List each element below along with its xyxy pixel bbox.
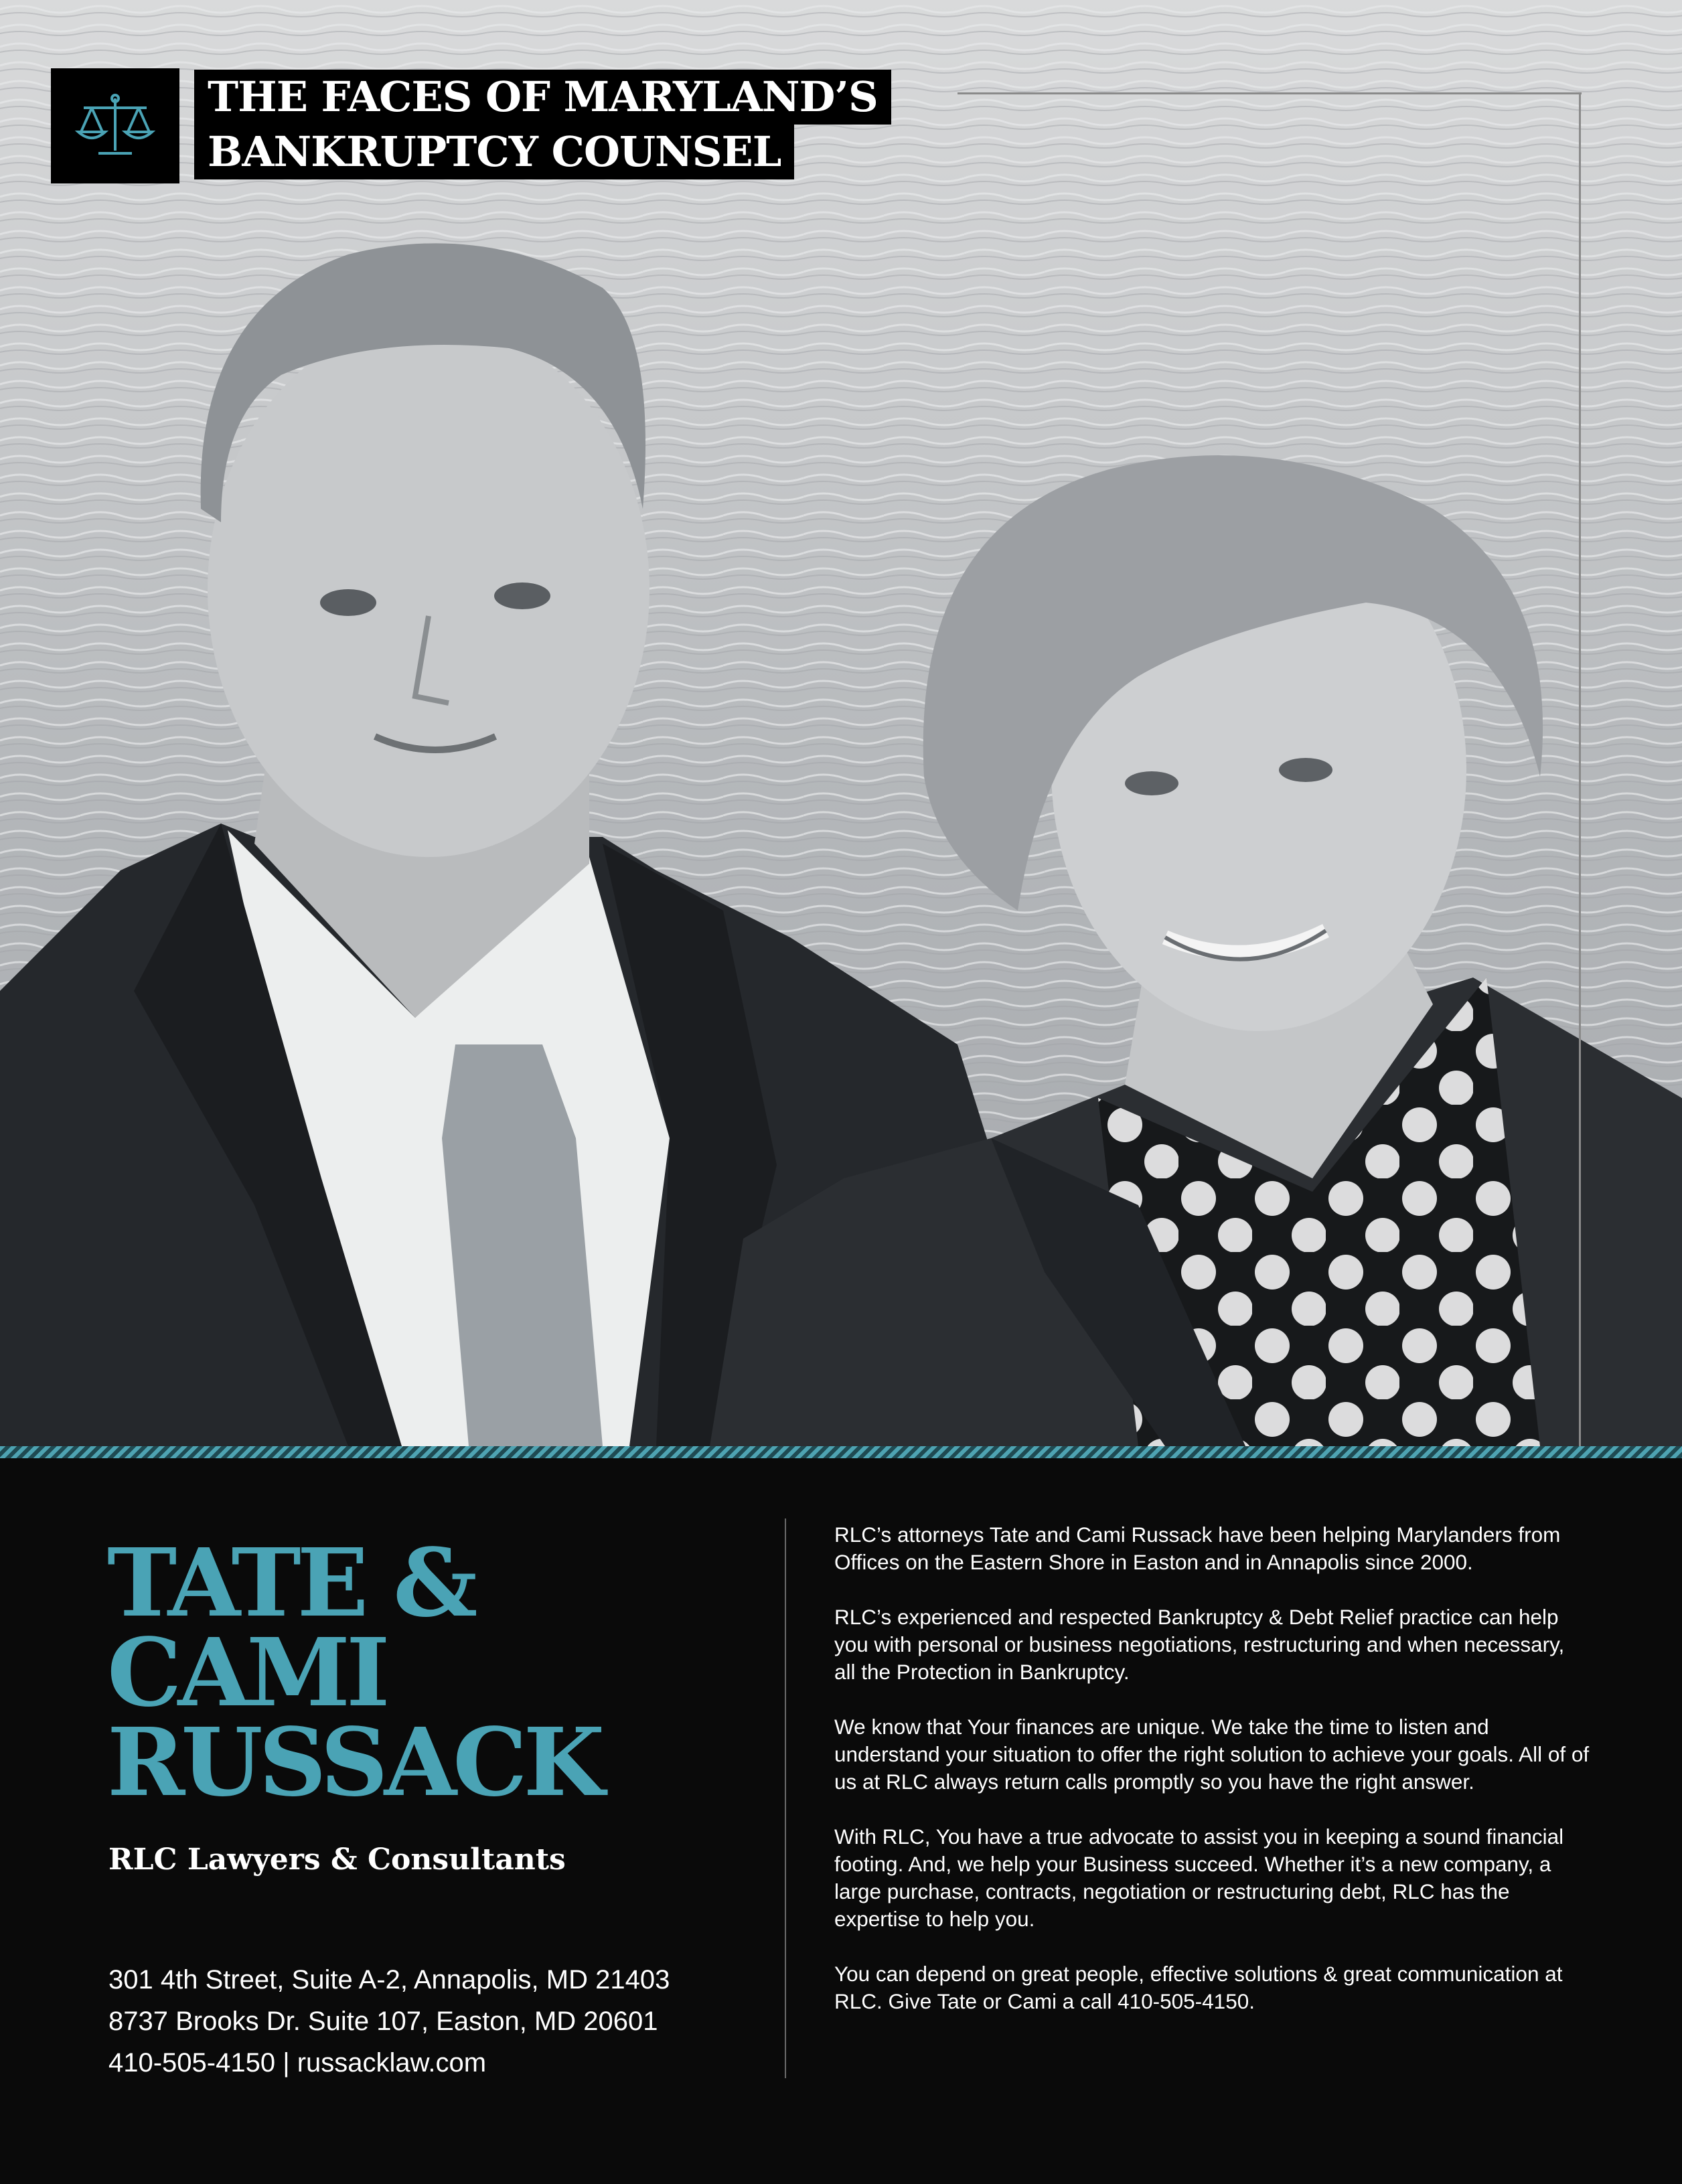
hatched-divider <box>0 1446 1682 1458</box>
paragraph-1: RLC’s attorneys Tate and Cami Russack have been helping Marylanders from Offices on the Eastern Shore in Easton and in Annapolis since 2000. <box>834 1523 1561 1574</box>
names-line-1: TATE & <box>107 1529 474 1638</box>
frame-line-right <box>1579 92 1581 1446</box>
names-line-2: CAMI <box>107 1618 386 1728</box>
body-copy <box>834 1521 1591 2043</box>
paragraph-5: You can depend on great people, effective solutions & great communication at RLC. Give Tate or Cami a call 410-505-4150. <box>834 1962 1563 2013</box>
headline <box>194 70 891 179</box>
paragraph-3: We know that Your finances are unique. We take the time to listen and understand your situation to offer the right solution to achieve your goals. All of of us at RLC always return calls promptly so you have the right answer. <box>834 1715 1590 1794</box>
paragraph-4: With RLC, You have a true advocate to assist you in keeping a sound financial footing. And, we help your Business succeed. Whether it’s a new company, a large purchase, contracts, negotiation or restructuring debt, RLC has the expertise to help you. <box>834 1824 1564 1931</box>
address-easton: 8737 Brooks Dr. Suite 107, Easton, MD 20601 <box>108 2007 658 2036</box>
names-line-3: RUSSACK <box>107 1708 601 1818</box>
logo-box <box>51 68 179 183</box>
firm-name: RLC Lawyers & Consultants <box>108 1843 566 1877</box>
headline-line-1: THE FACES OF MARYLAND’S <box>194 70 891 125</box>
scales-of-justice-icon <box>72 89 159 163</box>
paragraph-2: RLC’s experienced and respected Bankruptcy & Debt Relief practice can help you with personal or business negotiations, restructuring and when necessary, all the Protection in Bankruptcy. <box>834 1605 1565 1684</box>
phone-website: 410-505-4150 | russacklaw.com <box>108 2048 487 2078</box>
headline-line-2: BANKRUPTCY COUNSEL <box>194 125 794 179</box>
column-divider <box>785 1518 786 2078</box>
frame-line-top <box>958 92 1582 94</box>
address-annapolis: 301 4th Street, Suite A-2, Annapolis, MD 21403 <box>108 1965 670 1995</box>
contact-block <box>108 1959 670 2084</box>
attorney-names <box>107 1529 601 1818</box>
